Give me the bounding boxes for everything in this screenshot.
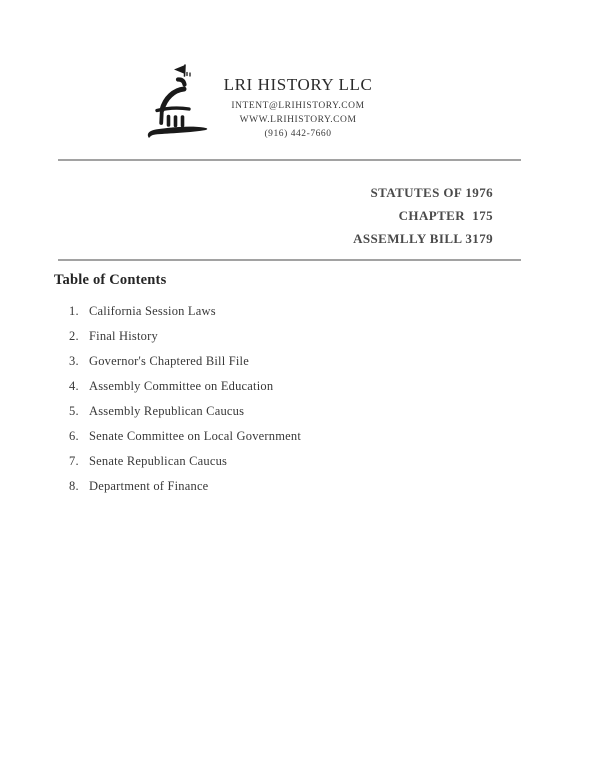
toc-item-number: 7. bbox=[69, 454, 79, 468]
statute-reference-block bbox=[353, 181, 493, 250]
company-website: WWW.LRIHISTORY.COM bbox=[239, 115, 357, 125]
capitol-dome-logo bbox=[145, 62, 220, 142]
toc-item-label: Senate Committee on Local Government bbox=[89, 429, 302, 443]
company-name: LRI HISTORY LLC bbox=[223, 75, 373, 94]
horizontal-divider-bottom bbox=[58, 259, 521, 261]
toc-item-number: 3. bbox=[69, 354, 79, 368]
toc-item bbox=[0, 453, 600, 478]
company-email: INTENT@LRIHISTORY.COM bbox=[231, 101, 365, 111]
toc-item-number: 5. bbox=[69, 404, 79, 418]
toc-item-number: 2. bbox=[69, 329, 79, 343]
toc-item-label: Department of Finance bbox=[89, 479, 209, 493]
contact-block bbox=[212, 99, 384, 141]
toc-item-number: 8. bbox=[69, 479, 79, 493]
letterhead bbox=[212, 75, 384, 141]
toc-item bbox=[0, 403, 600, 428]
toc-heading: Table of Contents bbox=[54, 272, 167, 288]
horizontal-divider-top bbox=[58, 159, 521, 161]
toc-item-label: California Session Laws bbox=[89, 304, 216, 318]
toc-item-number: 1. bbox=[69, 304, 79, 318]
toc-item-label: Governor's Chaptered Bill File bbox=[89, 354, 249, 368]
flag-icon bbox=[174, 65, 185, 74]
toc-item bbox=[0, 428, 600, 453]
toc-item-label: Assembly Committee on Education bbox=[89, 379, 274, 393]
toc-item-label: Senate Republican Caucus bbox=[89, 454, 228, 468]
toc-item bbox=[0, 303, 600, 328]
toc-item bbox=[0, 378, 600, 403]
chapter-line: CHAPTER 175 bbox=[398, 208, 493, 223]
toc-item bbox=[0, 328, 600, 353]
toc-item bbox=[0, 353, 600, 378]
statutes-line: STATUTES OF 1976 bbox=[370, 185, 493, 200]
assembly-bill-line: ASSEMLLY BILL 3179 bbox=[353, 231, 493, 246]
toc-item-label: Assembly Republican Caucus bbox=[89, 404, 245, 418]
company-phone: (916) 442-7660 bbox=[264, 129, 332, 139]
toc-item-number: 4. bbox=[69, 379, 79, 393]
toc-item-number: 6. bbox=[69, 429, 79, 443]
toc-item-label: Final History bbox=[89, 329, 158, 343]
toc-list bbox=[0, 303, 600, 503]
toc-item bbox=[0, 478, 600, 503]
